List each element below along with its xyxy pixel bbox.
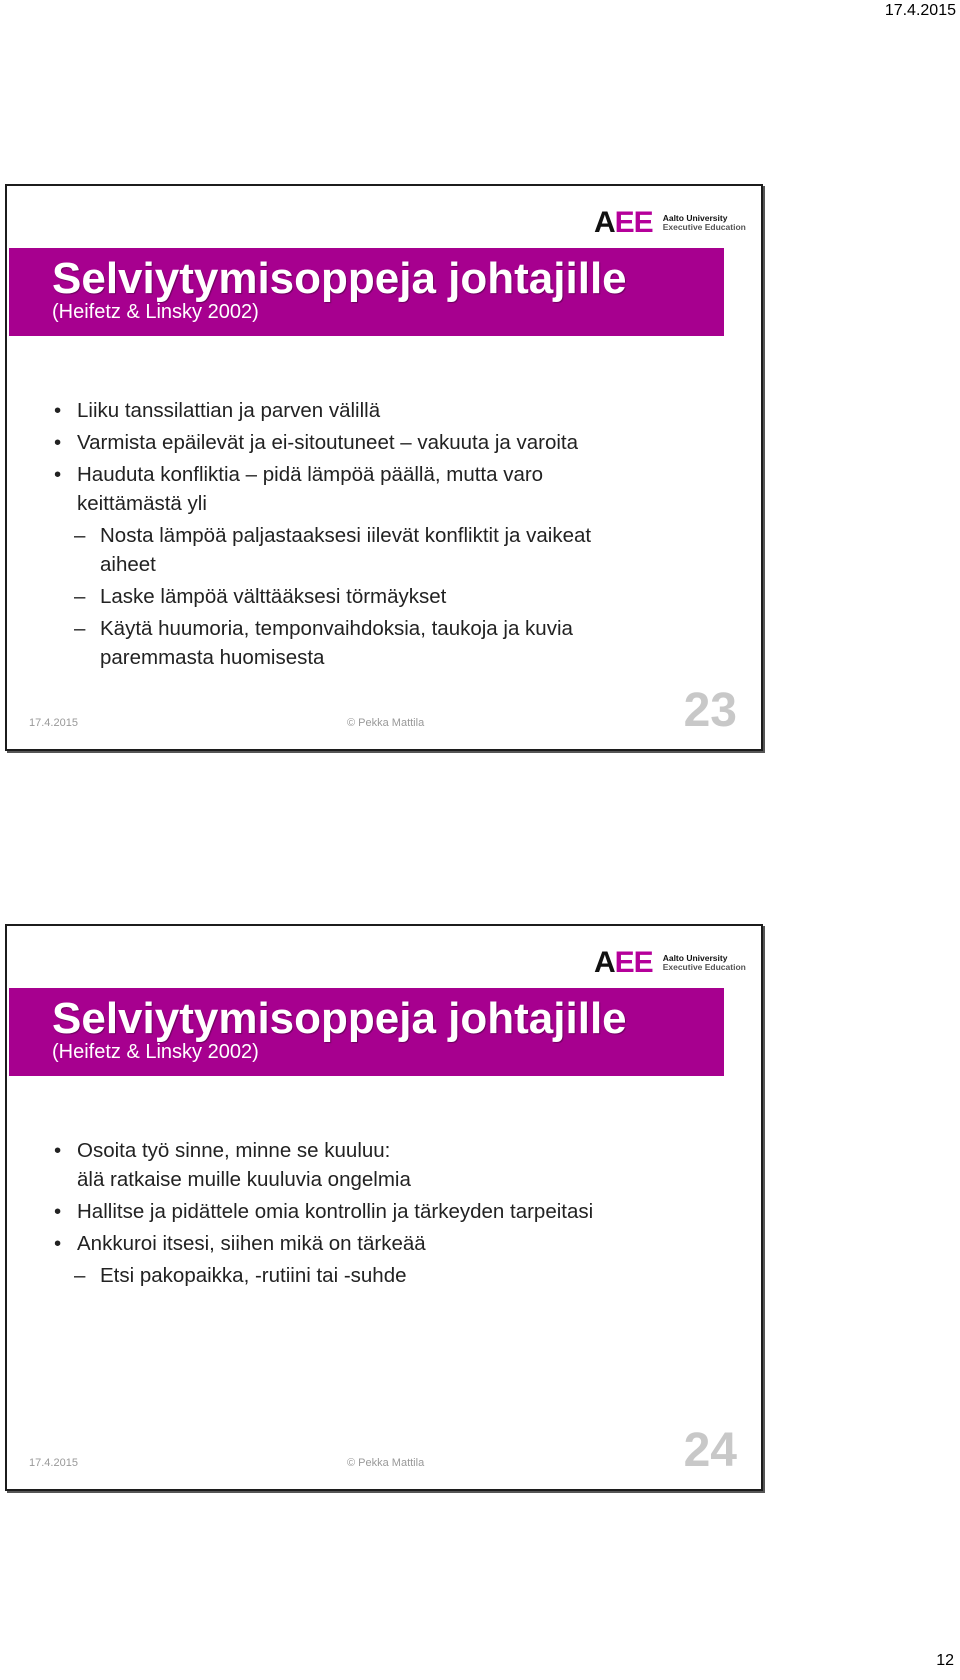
logo-executive-text: Executive Education [662,962,746,972]
aalto-ee-logo [594,948,746,978]
bullet-item [52,428,741,457]
bullet-text-line: • Hallitse ja pidättele omia kontrollin ja tärkeyden tarpeitasi [77,1200,594,1223]
bullet-item [52,1197,741,1226]
sub-bullet-item [52,614,741,672]
bullet-text-line: – Laske lämpöä välttääksesi törmäykset [100,585,447,608]
bullet-list [52,1136,741,1293]
slide-subtitle: (Heifetz & Linsky 2002) [52,301,259,324]
bullet-text-line: – Etsi pakopaikka, -rutiini tai -suhde [100,1264,407,1287]
bullet-text-line: – Nosta lämpöä paljastaaksesi iilevät konfliktit ja vaikeat [100,524,592,547]
bullet-text-line: • Varmista epäilevät ja ei-sitoutuneet – vakuuta ja varoita [77,431,579,454]
footer-author: © Pekka Mattila [347,717,425,729]
bullet-text-line: • Hauduta konfliktia – pidä lämpöä päällä, mutta varo [77,463,544,486]
bullet-text-line: • Ankkuroi itsesi, siihen mikä on tärkeää [77,1232,426,1255]
footer-date: 17.4.2015 [29,1457,78,1469]
bullet-text-line: keittämästä yli [77,492,207,515]
title-band [9,988,724,1076]
bullet-list [52,396,741,675]
bullet-item [52,460,741,518]
page-date: 17.4.2015 [884,2,956,19]
slide-title: Selviytymisoppeja johtajille [52,994,627,1043]
slide-23 [5,184,763,751]
slide-24 [5,924,763,1491]
bullet-item [52,396,741,425]
bullet-text-line: – Käytä huumoria, temponvaihdoksia, taukoja ja kuvia [100,617,573,640]
bullet-text-line: • Osoita työ sinne, minne se kuuluu: [77,1139,391,1162]
footer-author: © Pekka Mattila [347,1457,425,1469]
slide-subtitle: (Heifetz & Linsky 2002) [52,1041,259,1064]
bullet-text-line: aiheet [100,553,156,576]
sub-bullet-item [52,521,741,579]
aalto-ee-logo [594,208,746,238]
bullet-item [52,1229,741,1258]
bullet-text-line: • Liiku tanssilattian ja parven välillä [77,399,381,422]
title-band [9,248,724,336]
sub-bullet-item [52,1261,741,1290]
footer-date: 17.4.2015 [29,717,78,729]
logo-executive-text: Executive Education [662,222,746,232]
bullet-item [52,1136,741,1194]
slide-number: 24 [683,1424,737,1477]
slide-number: 23 [683,684,737,737]
slide-title: Selviytymisoppeja johtajille [52,254,627,303]
bullet-text-line: paremmasta huomisesta [100,646,325,669]
page-number: 12 [936,1652,954,1669]
logo-university-text: Aalto University [662,953,728,964]
bullet-text-line: älä ratkaise muille kuuluvia ongelmia [77,1168,411,1191]
aee-logo-mark: AEE [594,206,653,239]
sub-bullet-item [52,582,741,611]
aee-logo-mark: AEE [594,946,653,979]
logo-university-text: Aalto University [662,213,728,224]
